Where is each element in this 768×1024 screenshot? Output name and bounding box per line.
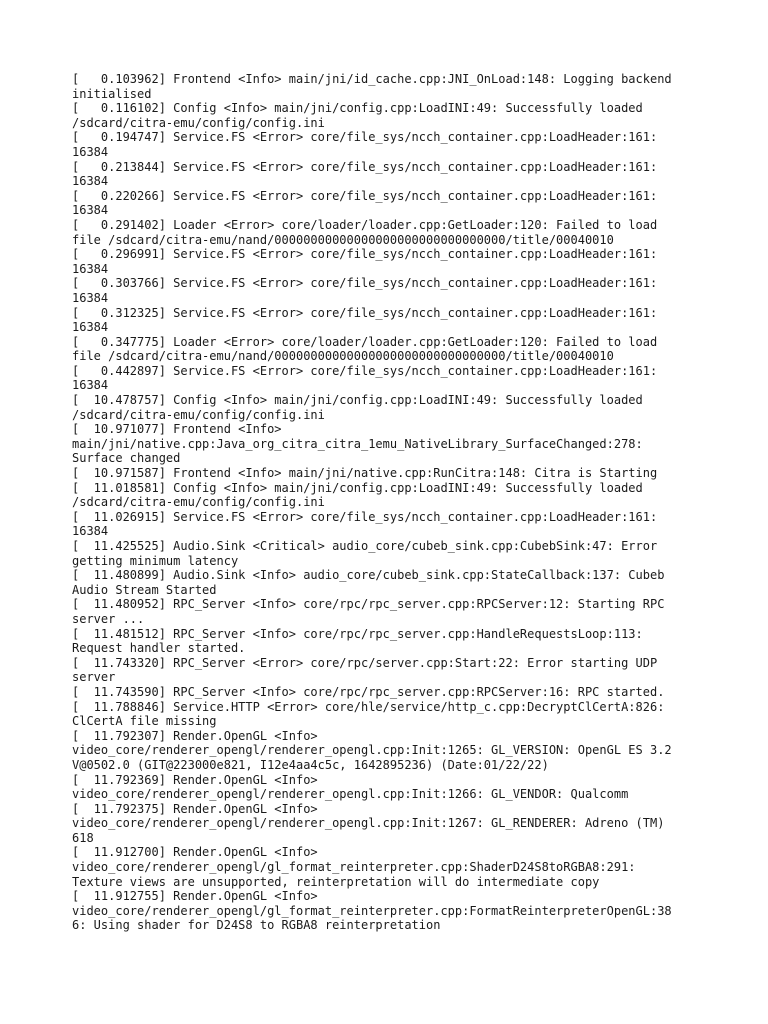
log-line: [ 0.347775] Loader <Error> core/loader/loader.cpp:GetLoader:120: Failed to load bbox=[72, 334, 658, 349]
log-line: [ 0.303766] Service.FS <Error> core/file_sys/ncch_container.cpp:LoadHeader:161: bbox=[72, 276, 658, 291]
log-line: 16384 bbox=[72, 174, 109, 189]
log-line: [ 0.220266] Service.FS <Error> core/file_sys/ncch_container.cpp:LoadHeader:161: bbox=[72, 188, 658, 203]
log-line: [ 11.788846] Service.HTTP <Error> core/hle/service/http_c.cpp:DecryptClCertA:826: bbox=[72, 699, 665, 714]
log-line: 16384 bbox=[72, 261, 109, 276]
log-line: [ 10.971077] Frontend <Info> bbox=[72, 422, 282, 437]
log-line: [ 0.442897] Service.FS <Error> core/file_sys/ncch_container.cpp:LoadHeader:161: bbox=[72, 363, 658, 378]
log-line: [ 11.480952] RPC_Server <Info> core/rpc/rpc_server.cpp:RPCServer:12: Starting RPC bbox=[72, 597, 665, 612]
log-line: 16384 bbox=[72, 290, 109, 305]
log-line: main/jni/native.cpp:Java_org_citra_citra_1emu_NativeLibrary_SurfaceChanged:278: bbox=[72, 436, 643, 451]
log-line: [ 11.792307] Render.OpenGL <Info> bbox=[72, 728, 318, 743]
log-line: server ... bbox=[72, 611, 145, 626]
log-line: Texture views are unsupported, reinterpretation will do intermediate copy bbox=[72, 874, 600, 889]
log-line: initialised bbox=[72, 86, 152, 101]
log-line: [ 11.912755] Render.OpenGL <Info> bbox=[72, 889, 318, 904]
log-line: [ 10.478757] Config <Info> main/jni/config.cpp:LoadINI:49: Successfully loaded bbox=[72, 393, 643, 408]
log-line: ClCertA file missing bbox=[72, 714, 217, 729]
log-line: [ 0.312325] Service.FS <Error> core/file_sys/ncch_container.cpp:LoadHeader:161: bbox=[72, 305, 658, 320]
log-line: video_core/renderer_opengl/renderer_opengl.cpp:Init:1267: GL_RENDERER: Adreno (TM) bbox=[72, 816, 665, 831]
log-line: /sdcard/citra-emu/config/config.ini bbox=[72, 115, 325, 130]
log-line: [ 11.481512] RPC_Server <Info> core/rpc/rpc_server.cpp:HandleRequestsLoop:113: bbox=[72, 626, 643, 641]
log-line: [ 11.425525] Audio.Sink <Critical> audio_core/cubeb_sink.cpp:CubebSink:47: Error bbox=[72, 539, 658, 553]
log-line: [ 0.103962] Frontend <Info> main/jni/id_cache.cpp:JNI_OnLoad:148: Logging backend bbox=[72, 72, 672, 86]
log-line: [ 11.792369] Render.OpenGL <Info> bbox=[72, 772, 318, 787]
log-line: 16384 bbox=[72, 524, 109, 539]
log-line: 16384 bbox=[72, 320, 109, 335]
log-line: 618 bbox=[72, 830, 94, 845]
log-line: [ 0.116102] Config <Info> main/jni/config.cpp:LoadINI:49: Successfully loaded bbox=[72, 101, 643, 116]
log-line: file /sdcard/citra-emu/nand/00000000000000000000000000000000/title/00040010 bbox=[72, 232, 614, 247]
log-line: [ 11.912700] Render.OpenGL <Info> bbox=[72, 845, 318, 860]
log-line: file /sdcard/citra-emu/nand/00000000000000000000000000000000/title/00040010 bbox=[72, 349, 614, 364]
log-line: V@0502.0 (GIT@223000e821, I12e4aa4c5c, 1642895236) (Date:01/22/22) bbox=[72, 757, 549, 772]
log-line: getting minimum latency bbox=[72, 553, 239, 568]
log-line: video_core/renderer_opengl/gl_format_reinterpreter.cpp:ShaderD24S8toRGBA8:291: bbox=[72, 860, 636, 875]
log-line: [ 10.971587] Frontend <Info> main/jni/native.cpp:RunCitra:148: Citra is Starting bbox=[72, 466, 658, 481]
log-line: 6: Using shader for D24S8 to RGBA8 reinterpretation bbox=[72, 918, 441, 933]
log-line: video_core/renderer_opengl/renderer_opengl.cpp:Init:1266: GL_VENDOR: Qualcomm bbox=[72, 787, 629, 802]
log-line: 16384 bbox=[72, 203, 109, 218]
log-line: [ 11.480899] Audio.Sink <Info> audio_core/cubeb_sink.cpp:StateCallback:137: Cubeb bbox=[72, 568, 665, 583]
log-line: /sdcard/citra-emu/config/config.ini bbox=[72, 495, 325, 510]
log-line: [ 0.296991] Service.FS <Error> core/file_sys/ncch_container.cpp:LoadHeader:161: bbox=[72, 247, 658, 262]
log-line: [ 11.743590] RPC_Server <Info> core/rpc/rpc_server.cpp:RPCServer:16: RPC started. bbox=[72, 684, 665, 699]
log-line: video_core/renderer_opengl/renderer_opengl.cpp:Init:1265: GL_VERSION: OpenGL ES 3.2 bbox=[72, 743, 672, 758]
log-line: Surface changed bbox=[72, 451, 181, 466]
log-line: [ 11.026915] Service.FS <Error> core/file_sys/ncch_container.cpp:LoadHeader:161: bbox=[72, 509, 658, 524]
log-output bbox=[72, 72, 702, 933]
log-line: server bbox=[72, 670, 116, 685]
log-line: video_core/renderer_opengl/gl_format_reinterpreter.cpp:FormatReinterpreterOpenGL:38 bbox=[72, 903, 672, 918]
log-line: Audio Stream Started bbox=[72, 582, 217, 597]
log-line: /sdcard/citra-emu/config/config.ini bbox=[72, 407, 325, 422]
log-line: [ 0.291402] Loader <Error> core/loader/loader.cpp:GetLoader:120: Failed to load bbox=[72, 217, 658, 232]
log-line: 16384 bbox=[72, 378, 109, 393]
log-line: [ 11.792375] Render.OpenGL <Info> bbox=[72, 801, 318, 816]
log-line: 16384 bbox=[72, 144, 109, 159]
log-line: [ 11.018581] Config <Info> main/jni/config.cpp:LoadINI:49: Successfully loaded bbox=[72, 480, 643, 495]
log-line: [ 0.213844] Service.FS <Error> core/file_sys/ncch_container.cpp:LoadHeader:161: bbox=[72, 159, 658, 174]
log-line: [ 0.194747] Service.FS <Error> core/file_sys/ncch_container.cpp:LoadHeader:161: bbox=[72, 130, 658, 145]
log-line: [ 11.743320] RPC_Server <Error> core/rpc/server.cpp:Start:22: Error starting UDP bbox=[72, 655, 658, 670]
log-line: Request handler started. bbox=[72, 641, 246, 656]
